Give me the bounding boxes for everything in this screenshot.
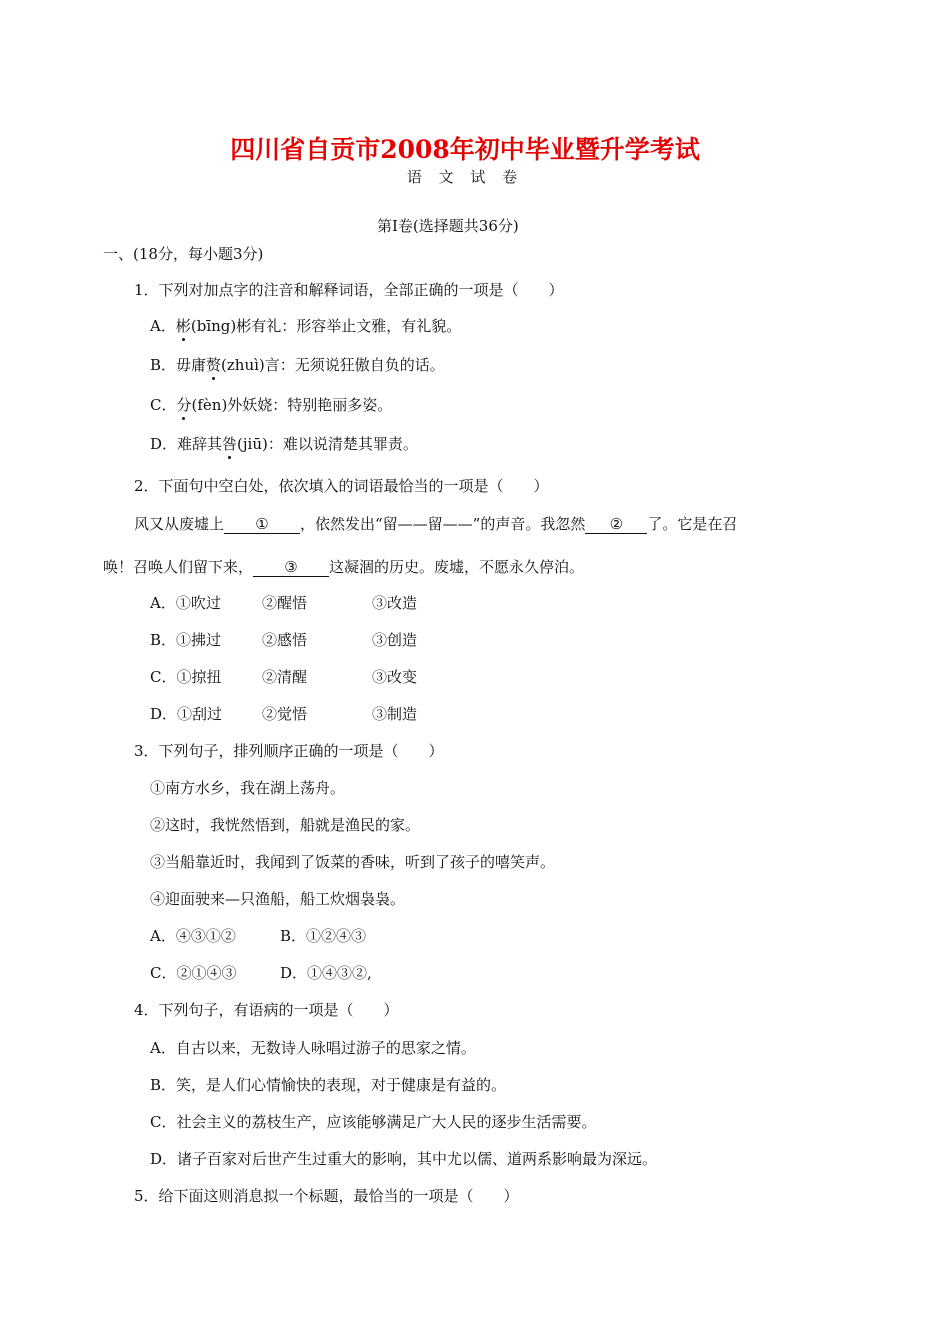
exam-title: 四川省自贡市2008年初中毕业暨升学考试 bbox=[230, 135, 700, 164]
q2-b-1: B．①拂过 bbox=[150, 631, 222, 649]
q1-d-pre: D．难辞其 bbox=[150, 435, 223, 453]
q1-d-dotted-char: 咎 bbox=[222, 435, 238, 453]
q2-option-d bbox=[150, 704, 417, 724]
q3-stem: 3．下列句子，排列顺序正确的一项是（ ） bbox=[134, 742, 444, 760]
q4-option-c: C．社会主义的荔枝生产，应该能够满足广大人民的逐步生活需要。 bbox=[150, 1113, 597, 1131]
q1-b-dotted-char: 赘 bbox=[206, 356, 222, 374]
q4-stem: 4．下列句子，有语病的一项是（ ） bbox=[134, 1001, 399, 1019]
q4-option-b: B．笑，是人们心情愉快的表现，对于健康是有益的。 bbox=[150, 1076, 507, 1094]
q1-b-pre: B．毋庸 bbox=[150, 356, 207, 374]
q5-stem: 5．给下面这则消息拟一个标题，最恰当的一项是（ ） bbox=[134, 1187, 519, 1205]
q3-option-d: D．①④③②, bbox=[280, 964, 372, 982]
q1-a-pre: A． bbox=[150, 317, 176, 335]
q1-b-post: (zhuì)言：无须说狂傲自负的话。 bbox=[221, 356, 445, 374]
q2-blank-2: ② bbox=[585, 515, 647, 534]
q2-text-a: 风又从废墟上 bbox=[134, 515, 225, 533]
q1-c-dotted-char: 分 bbox=[176, 396, 192, 414]
q3-sentence-1: ①南方水乡，我在湖上荡舟。 bbox=[150, 779, 346, 797]
q1-option-c bbox=[150, 395, 392, 415]
q2-d-1: D．①刮过 bbox=[150, 705, 223, 723]
q2-option-c bbox=[150, 667, 417, 687]
q1-stem: 1．下列对加点字的注音和解释词语，全部正确的一项是（ ） bbox=[134, 281, 564, 299]
q2-d-3: ③制造 bbox=[372, 705, 418, 723]
q2-b-3: ③创造 bbox=[372, 631, 418, 649]
q2-text-c: 了。它是在召 bbox=[647, 515, 738, 533]
q2-a-2: ②醒悟 bbox=[262, 594, 308, 612]
q2-c-1: C．①掠扭 bbox=[150, 668, 222, 686]
q1-option-b bbox=[150, 355, 445, 375]
q2-blank-3: ③ bbox=[253, 558, 329, 577]
q1-a-dotted-char: 彬 bbox=[175, 317, 191, 335]
q2-blank-1: ① bbox=[224, 515, 300, 534]
q2-b-2: ②感悟 bbox=[262, 631, 308, 649]
q2-a-1: A．①吹过 bbox=[150, 594, 221, 612]
q1-option-a bbox=[150, 316, 461, 336]
q2-stem: 2．下面句中空白处，依次填入的词语最恰当的一项是（ ） bbox=[134, 477, 549, 495]
volume-heading: 第Ⅰ卷(选择题共36分) bbox=[377, 217, 519, 235]
q2-text-d: 唤！召唤人们留下来， bbox=[103, 558, 254, 576]
q4-option-a: A．自古以来，无数诗人咏唱过游子的思家之情。 bbox=[150, 1039, 476, 1057]
q3-option-b: B．①②④③ bbox=[280, 927, 367, 945]
q1-d-post: (jiū)：难以说清楚其罪责。 bbox=[237, 435, 418, 453]
q3-sentence-3: ③当船靠近时，我闻到了饭菜的香味，听到了孩子的嘻笑声。 bbox=[150, 853, 556, 871]
q4-option-d: D．诸子百家对后世产生过重大的影响，其中尤以儒、道两系影响最为深远。 bbox=[150, 1150, 658, 1168]
q1-c-post: (fèn)外妖娆：特别艳丽多姿。 bbox=[191, 396, 393, 414]
q2-option-a bbox=[150, 593, 417, 613]
q3-sentence-2: ②这时，我恍然悟到，船就是渔民的家。 bbox=[150, 816, 421, 834]
q2-text-e: 这凝涸的历史。废墟，不愿永久停泊。 bbox=[329, 558, 585, 576]
q2-paragraph-line2 bbox=[103, 557, 584, 577]
q3-options-row1 bbox=[150, 926, 366, 946]
q2-paragraph-line1 bbox=[134, 514, 737, 534]
q2-option-b bbox=[150, 630, 417, 650]
q2-c-3: ③改变 bbox=[372, 668, 418, 686]
q2-a-3: ③改造 bbox=[372, 594, 418, 612]
q1-c-pre: C． bbox=[150, 396, 177, 414]
q3-option-c: C．②①④③ bbox=[150, 964, 237, 982]
q1-option-d bbox=[150, 434, 418, 454]
exam-subtitle: 语 文 试 卷 bbox=[406, 168, 524, 186]
q3-options-row2 bbox=[150, 963, 372, 983]
q1-a-post: (bīng)彬有礼：形容举止文雅，有礼貌。 bbox=[190, 317, 462, 335]
q2-c-2: ②清醒 bbox=[262, 668, 308, 686]
section-heading: 一、(18分，每小题3分) bbox=[103, 245, 264, 263]
q2-d-2: ②觉悟 bbox=[262, 705, 308, 723]
q2-text-b: ，依然发出“留——留——”的声音。我忽然 bbox=[300, 515, 586, 533]
q3-sentence-4: ④迎面驶来—只渔船，船工炊烟袅袅。 bbox=[150, 890, 406, 908]
q3-option-a: A．④③①② bbox=[150, 927, 236, 945]
